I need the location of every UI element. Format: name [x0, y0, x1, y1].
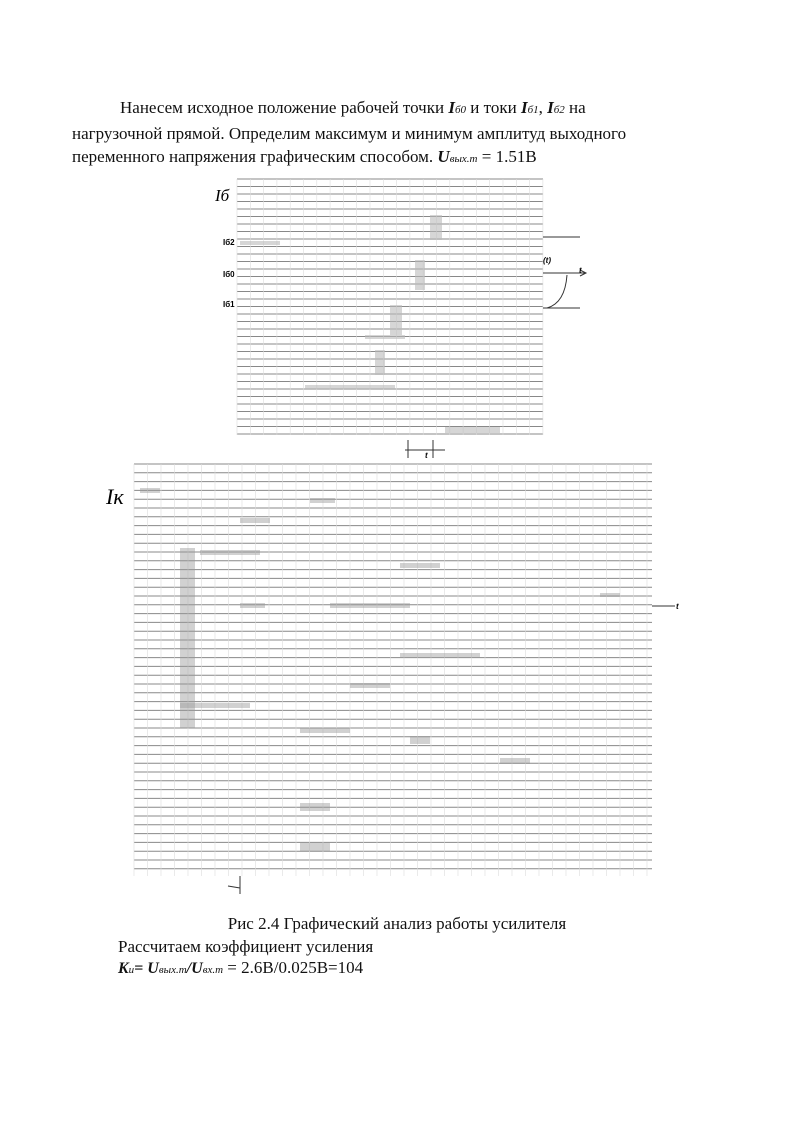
shade-block — [350, 683, 390, 688]
intro-line-3 — [72, 145, 712, 171]
shade-block — [300, 728, 350, 733]
shade-block — [410, 736, 430, 744]
shade-block — [365, 335, 405, 339]
formula-slash: / — [186, 960, 192, 977]
shade-block — [305, 385, 395, 389]
symbol-u-out: Uвых.m — [147, 960, 187, 977]
origin-arrow — [228, 876, 240, 894]
calc-line-1: Рассчитаем коэффициент усиления — [118, 937, 374, 956]
shade-block — [375, 350, 385, 375]
shade-block — [600, 593, 620, 597]
intro-line-2: нагрузочной прямой. Определим максимум и минимум амплитуд выходного — [72, 124, 627, 143]
intro-line-1 — [72, 96, 712, 122]
input-characteristic-figure — [205, 175, 600, 465]
intro-paragraph — [72, 96, 712, 171]
t-label: (t) — [543, 256, 551, 265]
symbol-u-out: Uвых.m — [437, 147, 478, 166]
output-characteristic-figure — [100, 458, 690, 898]
t-bottom-label: t — [425, 451, 428, 460]
figure-caption: Рис 2.4 Графический анализ работы усилителя — [227, 914, 567, 933]
formula-eq: = — [134, 960, 148, 977]
shade-block — [400, 653, 480, 658]
level-label-ib1: Iб1 — [223, 300, 235, 309]
symbol-ib0: Iб0 — [448, 98, 467, 117]
shade-block — [310, 498, 335, 503]
bottom-t-label: t — [676, 602, 679, 611]
shade-block — [330, 603, 410, 608]
ib-axis-label: Iб — [215, 186, 230, 205]
intro-text: переменного напряжения графическим способом. — [72, 147, 438, 166]
shade-block — [300, 843, 330, 851]
shade-block — [300, 803, 330, 811]
intro-text: и токи — [466, 98, 521, 117]
shade-block — [445, 427, 500, 433]
t-right-label: t — [579, 266, 582, 275]
shade-block — [430, 215, 442, 240]
shade-block — [180, 548, 195, 728]
intro-text: на — [564, 98, 586, 117]
shade-block — [400, 563, 440, 568]
shade-block — [240, 518, 270, 523]
symbol-ib1: Iб1 — [520, 98, 539, 117]
shade-block — [240, 241, 280, 245]
symbol-u-in: Uвх.m — [191, 960, 224, 977]
shade-block — [390, 305, 402, 335]
intro-text: Нанесем исходное положение рабочей точки — [120, 98, 449, 117]
shade-block — [415, 260, 425, 290]
symbol-ib2: Iб2 — [547, 98, 565, 117]
bottom-grid — [134, 464, 652, 876]
bottom-shading — [140, 488, 620, 851]
gain-formula — [118, 957, 373, 981]
shade-block — [140, 488, 160, 493]
symbol-k: Ku — [118, 960, 135, 977]
level-label-ib0: Iб0 — [223, 270, 235, 279]
intro-text: , — [538, 98, 548, 117]
u-out-value: = 1.51В — [477, 147, 537, 166]
shade-block — [200, 550, 260, 555]
gain-calculation — [118, 936, 373, 981]
shade-block — [500, 758, 530, 764]
shade-block — [240, 603, 265, 608]
ik-axis-label: Iк — [106, 484, 124, 509]
gain-result: = 2.6В/0.025В=104 — [223, 958, 364, 977]
input-sinusoid — [547, 275, 567, 308]
level-label-ib2: Iб2 — [223, 238, 235, 247]
